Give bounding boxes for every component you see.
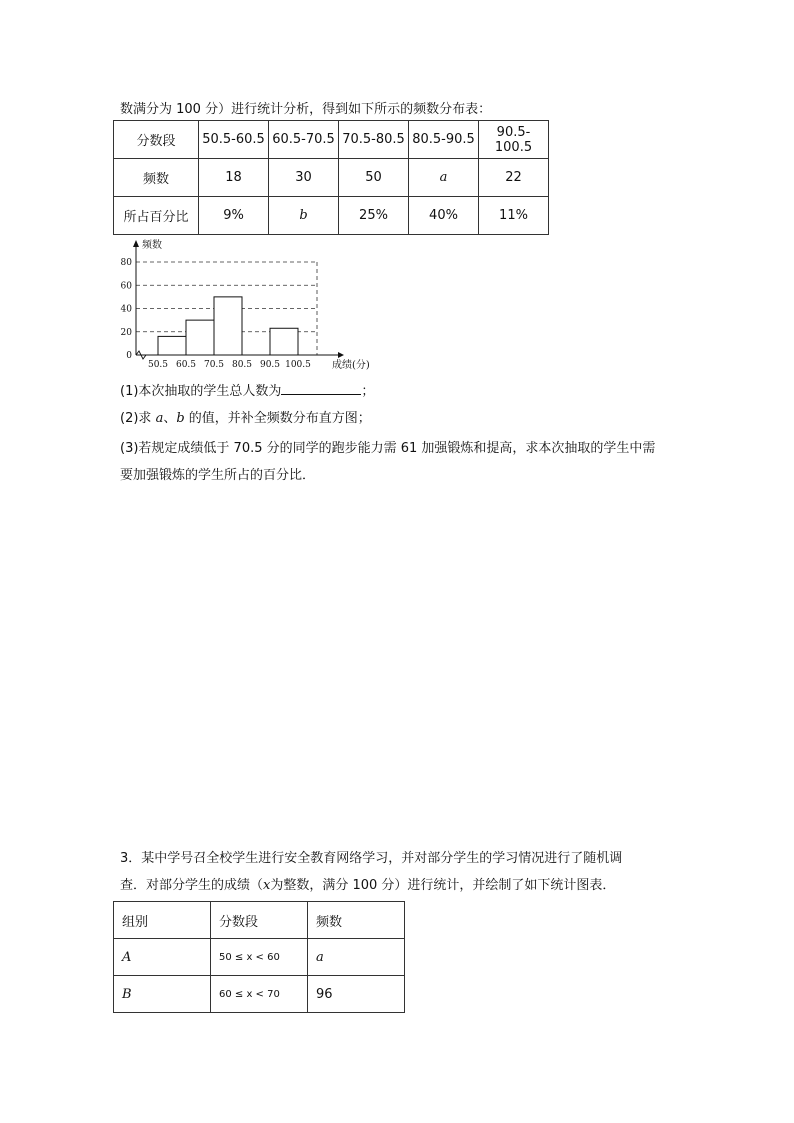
y-axis-title: 频数 (142, 240, 162, 251)
table-cell: a (308, 939, 405, 976)
table-row (114, 159, 549, 197)
table-cell: 50 (339, 159, 409, 197)
table-header: 频数 (308, 902, 405, 939)
y-tick-label: 80 (120, 258, 132, 268)
histogram-chart (112, 238, 372, 373)
y-axis-arrow (133, 240, 139, 247)
table-row (114, 902, 405, 939)
x-tick-label: 60.5 (175, 360, 197, 370)
table-header: 所占百分比 (114, 197, 199, 235)
table-cell: B (114, 976, 211, 1013)
question-3-line-2: 要加强锻炼的学生所占的百分比． (120, 468, 316, 483)
table-cell: 50.5-60.5 (199, 121, 269, 159)
x-tick-label: 80.5 (231, 360, 253, 370)
question-1: (1)本次抽取的学生总人数为 ； (120, 384, 375, 399)
table-cell: 80.5-90.5 (409, 121, 479, 159)
table-header: 组别 (114, 902, 211, 939)
problem-3-line-1: 3．某中学号召全校学生进行安全教育网络学习，并对部分学生的学习情况进行了随机调 (120, 851, 623, 866)
table-cell: a (409, 159, 479, 197)
answer-blank (281, 382, 361, 395)
x-tick-label: 50.5 (147, 360, 169, 370)
table-header: 分数段 (211, 902, 308, 939)
y-tick-label: 0 (126, 351, 132, 361)
table-cell: 90.5-100.5 (479, 121, 549, 159)
table-cell: 30 (269, 159, 339, 197)
table-cell: 50 ≤ x < 60 (211, 939, 308, 976)
y-tick-label: 40 (120, 304, 132, 315)
table-cell: 25% (339, 197, 409, 235)
table-row (114, 197, 549, 235)
histogram-bar (186, 320, 214, 355)
frequency-table (113, 120, 549, 235)
question-3-line-1: (3)若规定成绩低于 70.5 分的同学的跑步能力需 61 加强锻炼和提高，求本次抽取的学生中需 (120, 441, 656, 456)
histogram-bar (214, 297, 242, 355)
histogram-bar (158, 336, 186, 355)
table-cell: b (269, 197, 339, 235)
group-table (113, 901, 405, 1013)
table-cell: 96 (308, 976, 405, 1013)
table-cell: 18 (199, 159, 269, 197)
table-row (114, 939, 405, 976)
x-tick-label: 100.5 (285, 360, 311, 370)
intro-line: 数满分为 100 分）进行统计分析，得到如下所示的频数分布表： (120, 102, 492, 117)
y-tick-label: 20 (120, 327, 132, 338)
table-cell: 22 (479, 159, 549, 197)
problem-3-line-2: 查．对部分学生的成绩（x为整数，满分 100 分）进行统计，并绘制了如下统计图表． (120, 878, 616, 893)
table-header: 分数段 (114, 121, 199, 159)
table-cell: 70.5-80.5 (339, 121, 409, 159)
x-axis-title: 成绩(分) (332, 360, 370, 371)
table-header: 频数 (114, 159, 199, 197)
table-cell: 60.5-70.5 (269, 121, 339, 159)
x-tick-label: 70.5 (203, 360, 225, 370)
question-2: (2)求 a、b 的值，并补全频数分布直方图； (120, 411, 371, 426)
x-tick-label: 90.5 (259, 360, 281, 370)
table-cell: 11% (479, 197, 549, 235)
table-cell: 9% (199, 197, 269, 235)
table-row (114, 976, 405, 1013)
y-tick-label: 60 (120, 281, 132, 292)
table-cell: 40% (409, 197, 479, 235)
x-axis-arrow (338, 352, 344, 358)
table-cell: A (114, 939, 211, 976)
histogram-bar (270, 328, 298, 355)
table-row (114, 121, 549, 159)
table-cell: 60 ≤ x < 70 (211, 976, 308, 1013)
